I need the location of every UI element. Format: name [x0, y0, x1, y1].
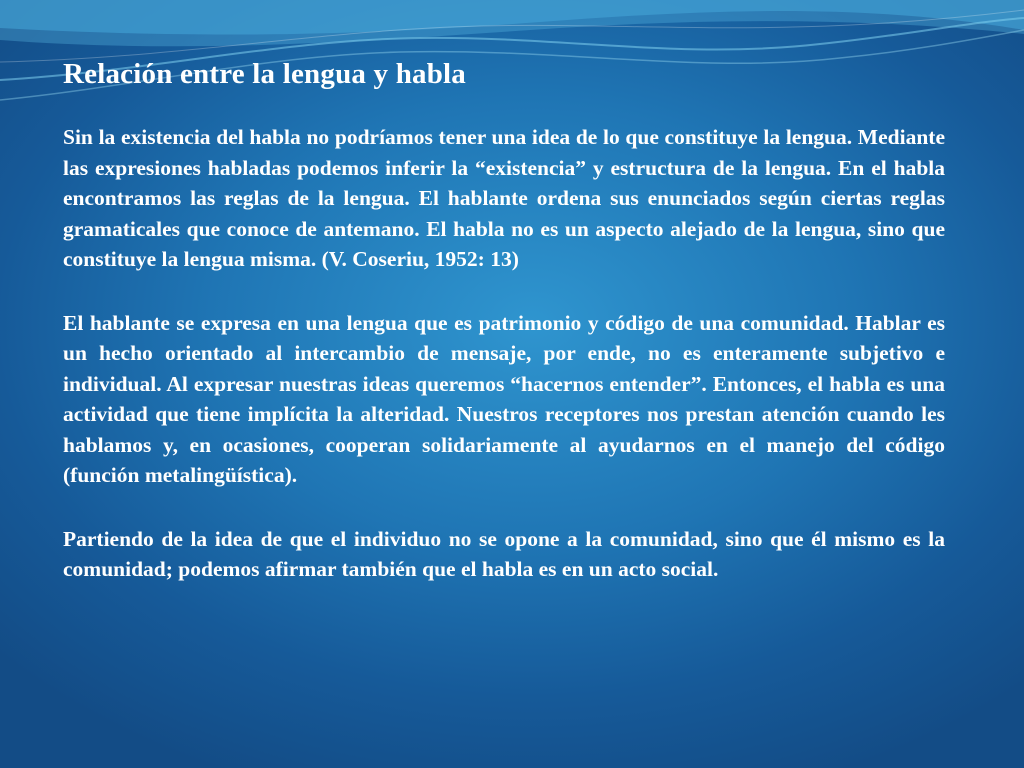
paragraph-1: Sin la existencia del habla no podríamos tener una idea de lo que constituye la lengua. Mediante las expresiones habladas podemos inferir la “existencia” y estructura de la lengua. En el habla encontramos las reglas de la lengua. El hablante ordena sus enunciados según ciertas reglas gramaticales que conoce de antemano. El habla no es un aspecto alejado de la lengua, sino que constituye la lengua misma. (V. Coseriu, 1952: 13) [63, 125, 945, 271]
slide-title: Relación entre la lengua y habla [63, 58, 467, 90]
slide-content [63, 56, 945, 618]
paragraph-2: El hablante se expresa en una lengua que es patrimonio y código de una comunidad. Hablar es un hecho orientado al intercambio de mensaje, por ende, no es enteramente subjetivo e individual. Al expresar nuestras ideas queremos “hacernos entender”. Entonces, el habla es una actividad que tiene implícita la alteridad. Nuestros receptores nos prestan atención cuando les hablamos y, en ocasiones, cooperan solidariamente al ayudarnos en el manejo del código (función metalingüística). [63, 310, 945, 487]
paragraph-3: Partiendo de la idea de que el individuo no se opone a la comunidad, sino que él mismo es la comunidad; podemos afirmar también que el habla es en un acto social. [63, 526, 945, 581]
